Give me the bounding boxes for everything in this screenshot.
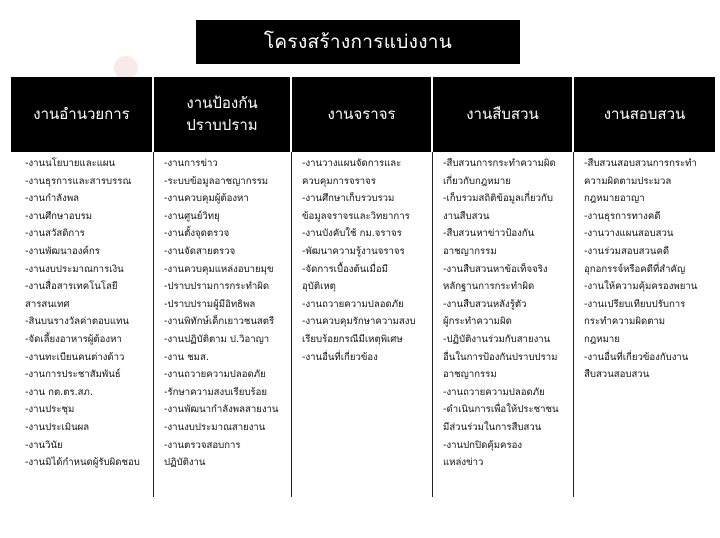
page-title: โครงสร้างการแบ่งงาน bbox=[196, 20, 520, 64]
list-item: -งานศึกษาอบรม bbox=[25, 210, 93, 222]
list-item: อื่นในการป้องกันปราบปราม bbox=[443, 351, 558, 363]
list-item: -งานควบคุมแหล่งอบายมุข bbox=[164, 263, 274, 275]
list-item: -สืบสวนหาข่าวป้องกัน bbox=[443, 228, 535, 240]
list-item: -งานงบประมาณสายงาน bbox=[164, 421, 266, 433]
list-item: -งานประเมินผล bbox=[25, 421, 90, 433]
list-item: -งานประชุม bbox=[25, 404, 75, 416]
list-item: ความผิดตามประมวล bbox=[584, 175, 672, 187]
list-item: สืบสวนสอบสวน bbox=[584, 369, 650, 381]
list-item: ควบคุมการจราจร bbox=[302, 175, 376, 187]
list-item: -งานอื่นที่เกี่ยวข้องกับงาน bbox=[584, 351, 689, 363]
column-header-investigation bbox=[433, 77, 574, 152]
list-item: -ปฏิบัติงานร่วมกับสายงาน bbox=[443, 333, 551, 345]
list-item: อาชญากรรม bbox=[443, 369, 497, 381]
list-item: -งานกำลังพล bbox=[25, 193, 80, 205]
column-header-administration bbox=[11, 77, 154, 152]
header-text bbox=[604, 104, 686, 126]
list-item: ข้อมูลจราจรและวิทยาการ bbox=[302, 210, 410, 222]
list-item: อาชญากรรม bbox=[443, 245, 497, 257]
list-item: กฎหมาย bbox=[584, 333, 620, 345]
list-item: -งานตั้งจุดตรวจ bbox=[164, 228, 230, 240]
header-text bbox=[466, 104, 539, 126]
list-item: -งานปฏิบัติตาม ป.วิอาญา bbox=[164, 333, 270, 345]
list-item: -งานปกปิดคุ้มครอง bbox=[443, 439, 523, 451]
column-body-inquiry bbox=[574, 152, 717, 497]
list-item: -รักษาความสงบเรียบร้อย bbox=[164, 386, 267, 398]
list-item: เรียบร้อยกรณีมีเหตุพิเศษ bbox=[302, 333, 403, 345]
list-item: -งานถวายความปลอดภัย bbox=[302, 298, 404, 310]
list-item: -งานวางแผนจัดการและ bbox=[302, 158, 402, 169]
header-line: งานสืบสวน bbox=[466, 104, 539, 123]
list-item: -สินบนรางวัลค่าตอบแทน bbox=[25, 316, 129, 328]
list-item: ผู้กระทำความผิด bbox=[443, 316, 512, 328]
header-text bbox=[327, 104, 395, 126]
list-item: สารสนเทศ bbox=[25, 298, 70, 310]
list-item: -งานบังคับใช้ กม.จราจร bbox=[302, 228, 402, 240]
list-item: -ระบบข้อมูลอาชญากรรม bbox=[164, 175, 269, 187]
list-item: -งานตรวจสอบการ bbox=[164, 439, 241, 451]
list-item: -งานถวายความปลอดภัย bbox=[164, 369, 266, 381]
list-item: มีส่วนร่วมในการสืบสวน bbox=[443, 421, 542, 433]
list-item: -งานอื่นที่เกี่ยวข้อง bbox=[302, 351, 378, 363]
list-item: -งานทะเบียนคนต่างด้าว bbox=[25, 351, 125, 363]
list-item: -ดำเนินการเพื่อให้ประชาชน bbox=[443, 404, 559, 416]
list-item: -พัฒนาความรู้งานจราจร bbox=[302, 245, 405, 257]
list-item: -งานวินัย bbox=[25, 439, 63, 451]
list-item: -งานวางแผนสอบสวน bbox=[584, 228, 674, 240]
list-item: ปฏิบัติงาน bbox=[164, 457, 206, 469]
header-line: งานป้องกัน bbox=[186, 93, 258, 112]
list-item: -งานสวัสดิการ bbox=[25, 228, 85, 240]
list-item: -งานพัฒนาองค์กร bbox=[25, 245, 100, 257]
list-item: -งานพิทักษ์เด็กเยาวชนสตรี bbox=[164, 316, 275, 328]
list-item: กฎหมายอาญา bbox=[584, 193, 645, 205]
header-line: งานจราจร bbox=[327, 104, 396, 123]
list-item: -จัดเลี้ยงอาหารผู้ต้องหา bbox=[25, 333, 122, 345]
list-item: -งานการประชาสัมพันธ์ bbox=[25, 369, 121, 381]
org-structure-table bbox=[11, 77, 717, 497]
column-header-traffic bbox=[292, 77, 433, 152]
header-line: งานสอบสวน bbox=[603, 104, 686, 123]
list-item: -งานศูนย์วิทยุ bbox=[164, 210, 220, 222]
list-item: -งานถวายความปลอดภัย bbox=[443, 386, 545, 398]
list-item: เกี่ยวกับกฎหมาย bbox=[443, 175, 511, 187]
list-item: อุบัติเหตุ bbox=[302, 281, 336, 293]
list-item: -เก็บรวมสถิติข้อมูลเกี่ยวกับ bbox=[443, 193, 553, 205]
list-item: -งาน ชมส. bbox=[164, 351, 209, 363]
list-item: -งานเปรียบเทียบปรับการ bbox=[584, 298, 686, 310]
column-body-traffic bbox=[292, 152, 433, 497]
list-item: -สืบสวนสอบสวนการกระทำ bbox=[584, 158, 697, 169]
list-item: หลักฐานการกระทำผิด bbox=[443, 281, 535, 293]
header-text bbox=[186, 93, 257, 137]
list-item: -งานการข่าว bbox=[164, 158, 218, 169]
list-item: -งานร่วมสอบสวนคดี bbox=[584, 245, 670, 257]
list-item: งานสืบสวน bbox=[443, 210, 490, 222]
list-item: -สืบสวนการกระทำความผิด bbox=[443, 158, 556, 169]
list-item: -งาน กต.ตร.สภ. bbox=[25, 386, 93, 398]
list-item: -งานงบประมาณการเงิน bbox=[25, 263, 124, 275]
column-body-administration bbox=[11, 152, 154, 497]
list-item: -งานควบคุมรักษาความสงบ bbox=[302, 316, 416, 328]
list-item: -งานศึกษาเก็บรวบรวม bbox=[302, 193, 395, 205]
header-text bbox=[33, 104, 129, 126]
list-item: -ปราบปรามผู้มีอิทธิพล bbox=[164, 298, 256, 310]
list-item: -งานพัฒนากำลังพลสายงาน bbox=[164, 404, 279, 416]
list-item: อุกอกรรจ์หรือคดีที่สำคัญ bbox=[584, 263, 686, 275]
column-body-crime-prevention bbox=[154, 152, 292, 497]
list-item: -งานสืบสวนหลังรู้ตัว bbox=[443, 298, 527, 310]
list-item: -งานธุรการและสารบรรณ bbox=[25, 175, 132, 187]
list-item: -งานจัดสายตรวจ bbox=[164, 245, 236, 257]
list-item: -งานมิได้กำหนดผู้รับผิดชอบ bbox=[25, 457, 140, 469]
column-body-investigation bbox=[433, 152, 574, 497]
list-item: -จัดการเบื้องต้นเมื่อมี bbox=[302, 263, 388, 275]
list-item: -งานควบคุมผู้ต้องหา bbox=[164, 193, 249, 205]
list-item: กระทำความผิดตาม bbox=[584, 316, 666, 328]
list-item: -งานสืบสวนหาข้อเท็จจริง bbox=[443, 263, 548, 275]
list-item: แหล่งข่าว bbox=[443, 457, 484, 469]
list-item: -งานธุรการทางคดี bbox=[584, 210, 661, 222]
column-header-crime-prevention bbox=[154, 77, 292, 152]
list-item: -งานให้ความคุ้มครองพยาน bbox=[584, 281, 698, 293]
list-item: -ปราบปรามการกระทำผิด bbox=[164, 281, 270, 293]
header-line: ปราบปราม bbox=[186, 115, 258, 134]
list-item: -งานนโยบายและแผน bbox=[25, 158, 116, 169]
list-item: -งานสื่อสารเทคโนโลยี bbox=[25, 281, 118, 293]
column-header-inquiry bbox=[574, 77, 717, 152]
header-line: งานอำนวยการ bbox=[33, 104, 130, 123]
